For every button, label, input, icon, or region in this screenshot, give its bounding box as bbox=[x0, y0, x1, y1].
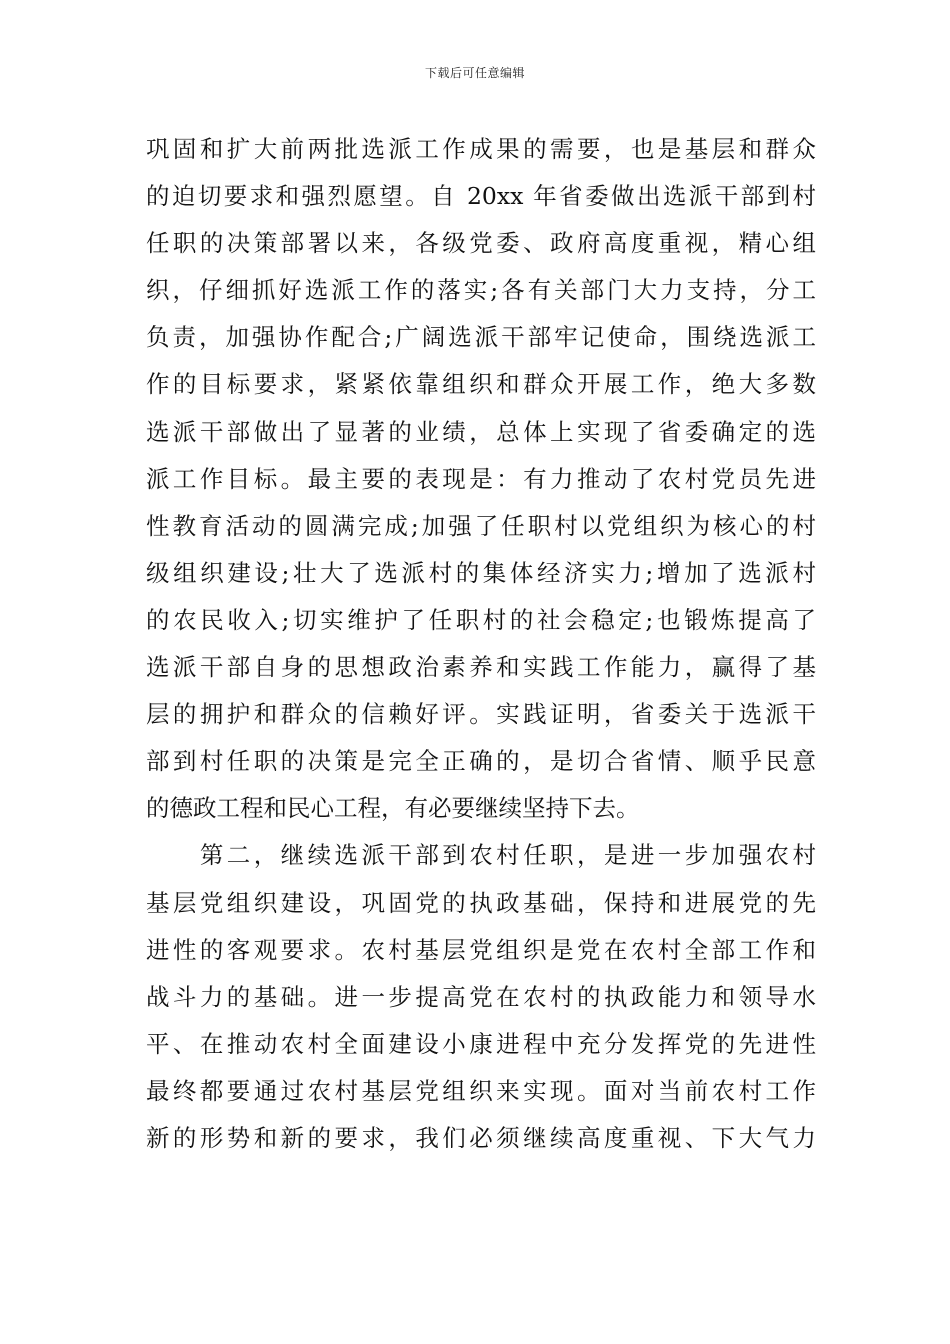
text-line: 战斗力的基础。进一步提高党在农村的执政能力和领导水 bbox=[146, 982, 816, 1011]
paragraph-1 bbox=[146, 126, 816, 832]
text-line: 负责，加强协作配合;广阔选派干部牢记使命，围绕选派工 bbox=[146, 323, 816, 352]
text-line: 性教育活动的圆满完成;加强了任职村以党组织为核心的村 bbox=[146, 511, 816, 540]
text-line: 基层党组织建设，巩固党的执政基础，保持和进展党的先 bbox=[146, 888, 816, 917]
text-line: 的迫切要求和强烈愿望。自 20xx 年省委做出选派干部到村 bbox=[146, 182, 816, 211]
text-line: 巩固和扩大前两批选派工作成果的需要，也是基层和群众 bbox=[146, 135, 816, 163]
text-line: 部到村任职的决策是完全正确的，是切合省情、顺乎民意 bbox=[146, 747, 816, 776]
text-line: 平、在推动农村全面建设小康进程中充分发挥党的先进性 bbox=[146, 1029, 816, 1058]
text-line: 最终都要通过农村基层党组织来实现。面对当前农村工作 bbox=[146, 1076, 816, 1105]
text-line: 进性的客观要求。农村基层党组织是党在农村全部工作和 bbox=[146, 935, 816, 964]
text-line: 级组织建设;壮大了选派村的集体经济实力;增加了选派村 bbox=[146, 558, 816, 587]
document-body bbox=[146, 126, 816, 1162]
text-line: 新的形势和新的要求，我们必须继续高度重视、下大气力 bbox=[146, 1123, 816, 1152]
text-line: 的农民收入;切实维护了任职村的社会稳定;也锻炼提高了 bbox=[146, 605, 816, 634]
paragraph-2 bbox=[146, 832, 816, 1162]
text-line: 层的拥护和群众的信赖好评。实践证明，省委关于选派干 bbox=[146, 700, 816, 729]
text-line: 的德政工程和民心工程，有必要继续坚持下去。 bbox=[146, 794, 640, 823]
header-note: 下载后可任意编辑 bbox=[424, 66, 525, 80]
text-line: 派工作目标。最主要的表现是：有力推动了农村党员先进 bbox=[146, 464, 816, 493]
text-line: 织，仔细抓好选派工作的落实;各有关部门大力支持，分工 bbox=[146, 276, 816, 305]
text-line: 选派干部自身的思想政治素养和实践工作能力，赢得了基 bbox=[146, 653, 816, 682]
text-line: 选派干部做出了显著的业绩，总体上实现了省委确定的选 bbox=[146, 417, 816, 446]
text-line: 第二，继续选派干部到农村任职，是进一步加强农村 bbox=[146, 841, 816, 870]
text-line: 作的目标要求，紧紧依靠组织和群众开展工作，绝大多数 bbox=[146, 370, 816, 399]
text-line: 任职的决策部署以来，各级党委、政府高度重视，精心组 bbox=[146, 229, 816, 258]
